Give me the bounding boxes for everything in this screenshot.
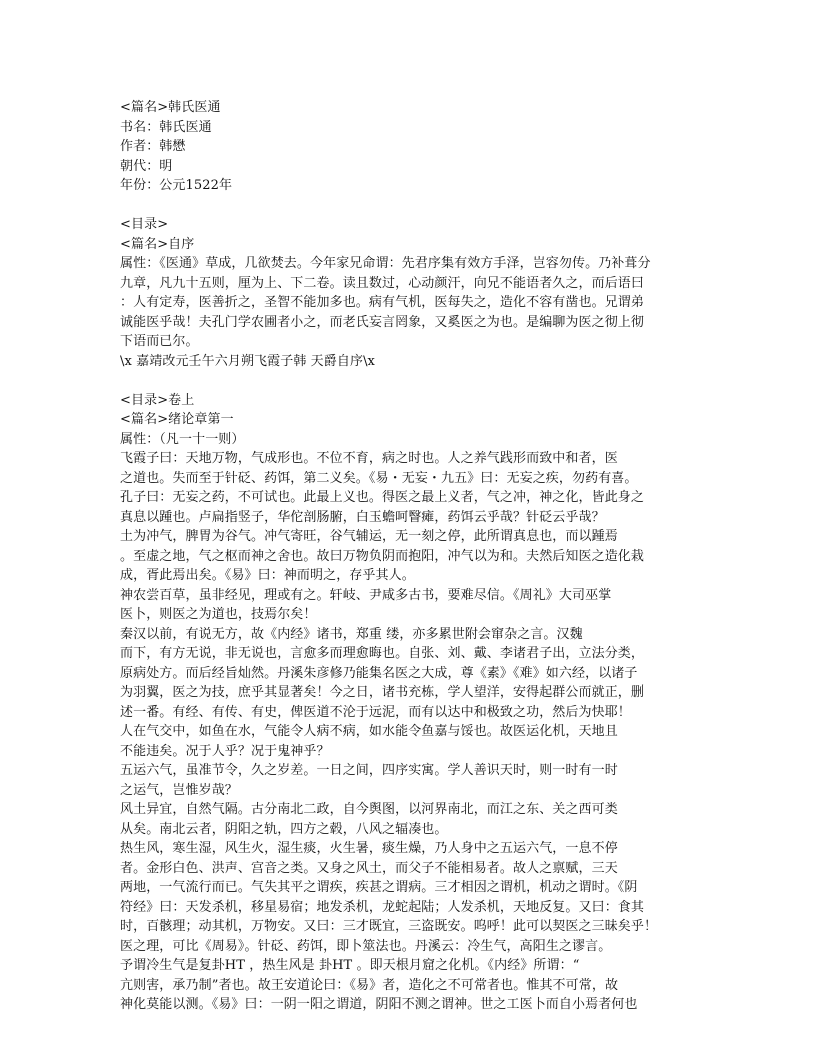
text-line: 朝代：明 xyxy=(120,158,173,174)
text-line: 述一番。有经、有传、有史，俾医道不沦于远泥，而有以达中和极致之功，然后为快耶！ xyxy=(120,704,631,720)
document-page xyxy=(120,98,680,1015)
text-line: <目录> xyxy=(120,217,169,232)
text-line: 为羽翼，医之为技，庶乎其显著矣！今之日，诸书充栋，学人望洋，安得起群公而就正，删 xyxy=(120,685,645,700)
text-line: 而下，有方无说，非无说也，言愈多而理愈晦也。自张、刘、戴、李诸君子出，立法分类， xyxy=(120,646,645,661)
text-line: 飞霞子曰：天地万物，气成形也。不位不育，病之时也。人之养气践形而致中和者，医 xyxy=(120,451,618,466)
text-line: <目录>卷上 xyxy=(120,392,195,408)
text-line: 予谓冷生气是复卦HT ，热生风是 卦HT 。即天根月窟之化机。《内经》所谓：“ xyxy=(120,958,580,973)
text-line: 神化莫能以测。《易》曰：一阴一阳之谓道，阴阳不测之谓神。世之工医卜而自小焉者何也 xyxy=(120,997,638,1012)
text-line: 原病处方。而后经旨灿然。丹溪朱彦修乃能集名医之大成，尊《素》《难》如六经，以诸子 xyxy=(120,665,638,681)
text-line: 书名：韩氏医通 xyxy=(120,119,212,135)
text-line: 年份：公元1522年 xyxy=(120,178,233,193)
text-line: 属性：（凡一十一则） xyxy=(120,431,245,447)
text-line: 医卜，则医之为道也，技焉尔矣！ xyxy=(120,607,317,622)
text-line: 真息以踵也。卢扁指竖子，华佗剖肠腑，白玉蟾呵瞖瘫，药饵云乎哉？针砭云乎哉？ xyxy=(120,509,605,525)
text-line: 之运气，岂惟岁哉？ xyxy=(120,782,238,798)
text-line: ：人有定寿，医善折之，圣智不能加多也。病有气机，医每失之，造化不容有凿也。兄谓弟 xyxy=(120,295,645,310)
text-line: \x 嘉靖改元壬午六月朔飞霞子韩 天爵自序\x xyxy=(120,353,375,369)
text-line: 风土异宜，自然气隔。古分南北二政，自今舆图，以河界南北，而江之东、关之西可类 xyxy=(120,802,618,817)
text-line: 神农尝百草，虽非经见，理或有之。轩岐、尹咸多古书，要难尽信。《周礼》大司巫掌 xyxy=(120,587,612,603)
text-line: 时，百骸理；动其机，万物安。又曰：三才既宜，三盗既安。呜呼！此可以契医之三昧矣乎！ xyxy=(120,919,658,934)
text-line: 亢则害，承乃制”者也。故王安道论曰：《易》者，造化之不可常者也。惟其不可常，故 xyxy=(120,977,619,993)
text-line: 孔子曰：无妄之药，不可试也。此最上义也。得医之最上义者，气之冲，神之化，皆此身之 xyxy=(120,490,645,505)
blank-line xyxy=(120,371,680,391)
text-line: 热生风，寒生湿，风生火，湿生痰，火生暑，痰生燥，乃人身中之五运六气，一息不停 xyxy=(120,841,618,856)
text-line: 下语而已尔。 xyxy=(120,334,199,349)
text-line: 之道也。失而至于针砭、药饵，第二义矣。《易・无妄・九五》曰：无妄之疾，勿药有喜。 xyxy=(120,470,638,486)
text-line: 成，胥此焉出矣。《易》曰：神而明之，存乎其人。 xyxy=(120,568,415,583)
text-line: 符经》曰：天发杀机，移星易宿；地发杀机，龙蛇起陆；人发杀机，天地反复。又曰：食其 xyxy=(120,899,645,915)
text-line: 九章，凡九十五则，厘为上、下二卷。读且数过，心动颜汗，向兄不能语者久之，而后语曰 xyxy=(120,275,645,291)
text-line: <篇名>绪论章第一 xyxy=(120,412,234,427)
blank-line xyxy=(120,196,680,216)
text-line: <篇名>韩氏医通 xyxy=(120,100,221,115)
text-line: 两地，一气流行而已。气失其平之谓疾，疾甚之谓病。三才相因之谓机，机动之谓时。《阴 xyxy=(120,880,638,895)
text-line: <篇名>自序 xyxy=(120,236,195,252)
text-line: 。至虚之地，气之枢而神之舍也。故曰万物负阴而抱阳，冲气以为和。夫然后知医之造化栽 xyxy=(120,548,645,564)
text-line: 属性：《医通》草成，几欲焚去。今年家兄命谓：先君序集有效方手泽，岂容勿传。乃补葺分 xyxy=(120,256,651,271)
text-line: 秦汉以前，有说无方，故《内经》诸书，郑重 缕，亦多累世附会窜杂之言。汉魏 xyxy=(120,626,583,642)
text-line: 医之理，可比《周易》。针砭、药饵，即卜筮法也。丹溪云：冷生气，高阳生之谬言。 xyxy=(120,938,612,954)
text-line: 作者：韩懋 xyxy=(120,139,186,154)
text-line: 者。金形白色、洪声、宫音之类。又身之风土，而父子不能相易者。故人之禀赋，三天 xyxy=(120,860,618,876)
text-line: 人在气交中，如鱼在水，气能令人病不病，如水能令鱼嘉与馁也。故医运化机，天地且 xyxy=(120,724,618,739)
text-line: 五运六气，虽准节令，久之岁差。一日之间，四序实寓。学人善识天时，则一时有一时 xyxy=(120,763,618,778)
text-line: 土为冲气，脾胃为谷气。冲气寄旺，谷气辅运，无一刻之停，此所谓真息也，而以踵焉 xyxy=(120,529,618,544)
text-line: 不能违矣。况于人乎？况于鬼神乎？ xyxy=(120,743,330,759)
text-line: 诚能医乎哉！夫孔门学农圃者小之，而老氏妄言罔象，又奚医之为也。是编聊为医之彻上彻 xyxy=(120,314,645,330)
text-line: 从矣。南北云者，阴阳之轨，四方之毂，八风之辐凑也。 xyxy=(120,821,448,837)
